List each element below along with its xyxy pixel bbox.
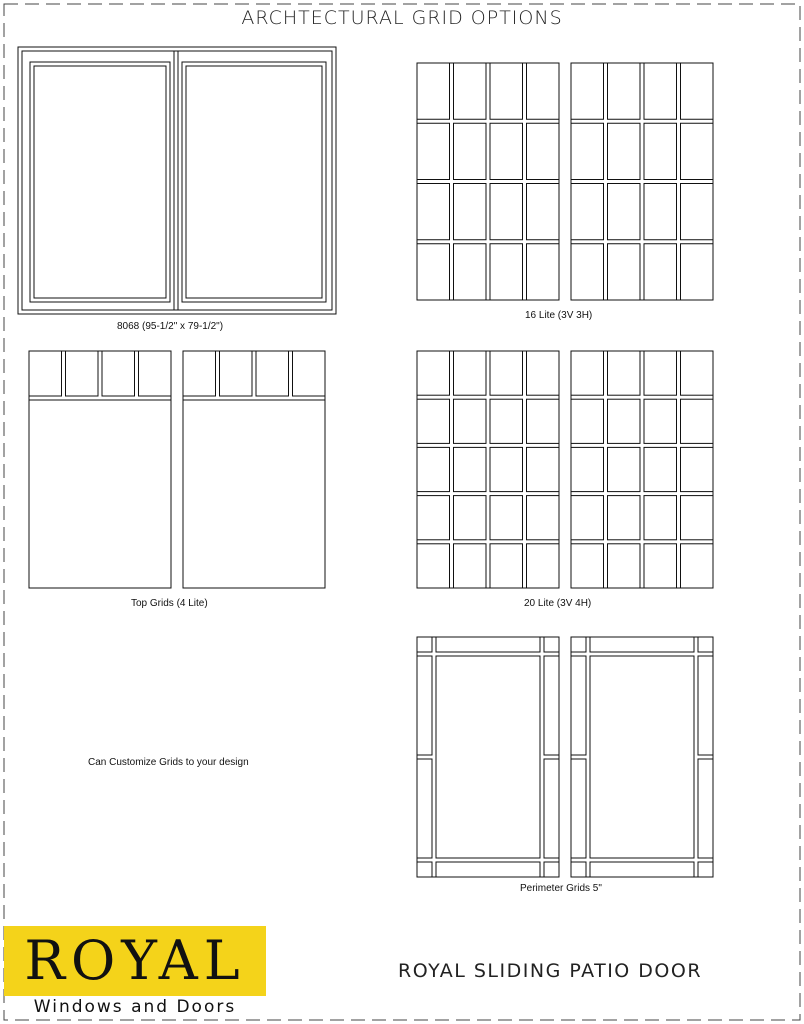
lite-pane bbox=[490, 184, 523, 240]
lite-pane bbox=[608, 399, 641, 443]
lite-pane bbox=[454, 244, 487, 300]
lite-pane bbox=[608, 63, 641, 119]
lite-pane bbox=[454, 123, 487, 179]
royal-logo bbox=[0, 923, 272, 1024]
lite-pane bbox=[644, 63, 677, 119]
door-size-caption: 8068 (95-1/2" x 79-1/2") bbox=[117, 321, 224, 332]
edge-pane bbox=[417, 656, 432, 755]
top-lite-pane bbox=[293, 351, 326, 396]
perimeter-caption: Perimeter Grids 5" bbox=[520, 883, 602, 894]
edge-pane bbox=[436, 862, 540, 877]
lite-pane bbox=[454, 447, 487, 491]
lite-pane bbox=[571, 244, 604, 300]
edge-pane bbox=[571, 656, 586, 755]
lite-pane bbox=[681, 544, 714, 588]
lite-pane bbox=[571, 123, 604, 179]
lite-pane bbox=[527, 351, 560, 395]
corner-pane bbox=[544, 637, 559, 652]
edge-pane bbox=[544, 656, 559, 755]
perimeter-grids-drawing bbox=[417, 637, 713, 877]
corner-pane bbox=[698, 637, 713, 652]
top-grids-drawing bbox=[29, 351, 325, 588]
lite-pane bbox=[490, 544, 523, 588]
lite-pane bbox=[417, 244, 450, 300]
lite-pane bbox=[681, 351, 714, 395]
edge-pane bbox=[544, 759, 559, 858]
lite20-caption: 20 Lite (3V 4H) bbox=[524, 598, 592, 609]
customize-note: Can Customize Grids to your design bbox=[88, 757, 249, 768]
lite-pane bbox=[490, 447, 523, 491]
lite-pane bbox=[681, 399, 714, 443]
lite-pane bbox=[644, 123, 677, 179]
top-lite-pane bbox=[139, 351, 172, 396]
lite-pane bbox=[417, 63, 450, 119]
lite-pane bbox=[417, 447, 450, 491]
lite-pane bbox=[490, 63, 523, 119]
lite-pane bbox=[571, 351, 604, 395]
lite20-drawing bbox=[417, 351, 713, 588]
lite-pane bbox=[417, 496, 450, 540]
sash-frame bbox=[183, 351, 325, 588]
lite-pane bbox=[417, 399, 450, 443]
lite-pane bbox=[644, 244, 677, 300]
center-pane bbox=[590, 656, 694, 858]
lite-pane bbox=[681, 496, 714, 540]
lite-pane bbox=[644, 544, 677, 588]
lite-pane bbox=[527, 184, 560, 240]
sash-frame bbox=[417, 63, 559, 300]
lite-pane bbox=[644, 351, 677, 395]
top-lite-pane bbox=[29, 351, 62, 396]
edge-pane bbox=[436, 637, 540, 652]
lite-pane bbox=[454, 184, 487, 240]
lite-pane bbox=[571, 544, 604, 588]
lite-pane bbox=[490, 351, 523, 395]
top-lite-pane bbox=[220, 351, 253, 396]
lite-pane bbox=[417, 123, 450, 179]
corner-pane bbox=[571, 862, 586, 877]
lite-pane bbox=[490, 244, 523, 300]
lite-pane bbox=[454, 544, 487, 588]
sash-frame bbox=[29, 351, 171, 588]
lite-pane bbox=[527, 447, 560, 491]
lite-pane bbox=[527, 544, 560, 588]
lite-pane bbox=[681, 447, 714, 491]
edge-pane bbox=[417, 759, 432, 858]
lower-pane bbox=[29, 400, 171, 588]
lite-pane bbox=[417, 184, 450, 240]
footer-title: ROYAL SLIDING PATIO DOOR bbox=[398, 960, 703, 982]
sash-frame bbox=[571, 637, 713, 877]
lite-pane bbox=[644, 399, 677, 443]
top-lite-pane bbox=[102, 351, 135, 396]
lite-pane bbox=[527, 399, 560, 443]
edge-pane bbox=[698, 759, 713, 858]
lite-pane bbox=[571, 63, 604, 119]
lite-pane bbox=[454, 63, 487, 119]
corner-pane bbox=[417, 862, 432, 877]
lite-pane bbox=[571, 399, 604, 443]
top-lite-pane bbox=[183, 351, 216, 396]
top-lite-pane bbox=[66, 351, 99, 396]
corner-pane bbox=[571, 637, 586, 652]
lite-pane bbox=[571, 184, 604, 240]
lite-pane bbox=[681, 244, 714, 300]
lite-pane bbox=[571, 447, 604, 491]
corner-pane bbox=[544, 862, 559, 877]
corner-pane bbox=[698, 862, 713, 877]
edge-pane bbox=[698, 656, 713, 755]
lite-pane bbox=[608, 184, 641, 240]
lite-pane bbox=[644, 496, 677, 540]
lite-pane bbox=[527, 123, 560, 179]
lite-pane bbox=[454, 399, 487, 443]
lite-pane bbox=[527, 496, 560, 540]
lite-pane bbox=[681, 123, 714, 179]
logo-wordmark: ROYAL bbox=[24, 929, 246, 992]
lite-pane bbox=[417, 351, 450, 395]
logo-tagline: Windows and Doors bbox=[33, 997, 237, 1017]
corner-pane bbox=[417, 637, 432, 652]
lite-pane bbox=[571, 496, 604, 540]
sash-frame bbox=[571, 351, 713, 588]
lite-pane bbox=[454, 351, 487, 395]
sash-frame bbox=[417, 637, 559, 877]
sash-frame bbox=[417, 351, 559, 588]
lite-pane bbox=[608, 123, 641, 179]
lite16-caption: 16 Lite (3V 3H) bbox=[525, 310, 593, 321]
lite-pane bbox=[608, 351, 641, 395]
lite-pane bbox=[527, 63, 560, 119]
lite-pane bbox=[490, 123, 523, 179]
lite-pane bbox=[608, 447, 641, 491]
sheet-title: ARCHTECTURAL GRID OPTIONS bbox=[241, 7, 563, 29]
edge-pane bbox=[571, 759, 586, 858]
lite-pane bbox=[527, 244, 560, 300]
lite-pane bbox=[608, 544, 641, 588]
lite-pane bbox=[608, 496, 641, 540]
edge-pane bbox=[590, 862, 694, 877]
top-grids-caption: Top Grids (4 Lite) bbox=[131, 598, 208, 609]
lite16-drawing bbox=[417, 63, 713, 300]
lite-pane bbox=[681, 63, 714, 119]
lite-pane bbox=[490, 399, 523, 443]
lower-pane bbox=[183, 400, 325, 588]
top-lite-pane bbox=[256, 351, 289, 396]
lite-pane bbox=[417, 544, 450, 588]
center-pane bbox=[436, 656, 540, 858]
lite-pane bbox=[644, 447, 677, 491]
lite-pane bbox=[681, 184, 714, 240]
lite-pane bbox=[454, 496, 487, 540]
door-8068-drawing bbox=[18, 47, 336, 314]
sash-frame bbox=[571, 63, 713, 300]
edge-pane bbox=[590, 637, 694, 652]
lite-pane bbox=[644, 184, 677, 240]
lite-pane bbox=[608, 244, 641, 300]
lite-pane bbox=[490, 496, 523, 540]
